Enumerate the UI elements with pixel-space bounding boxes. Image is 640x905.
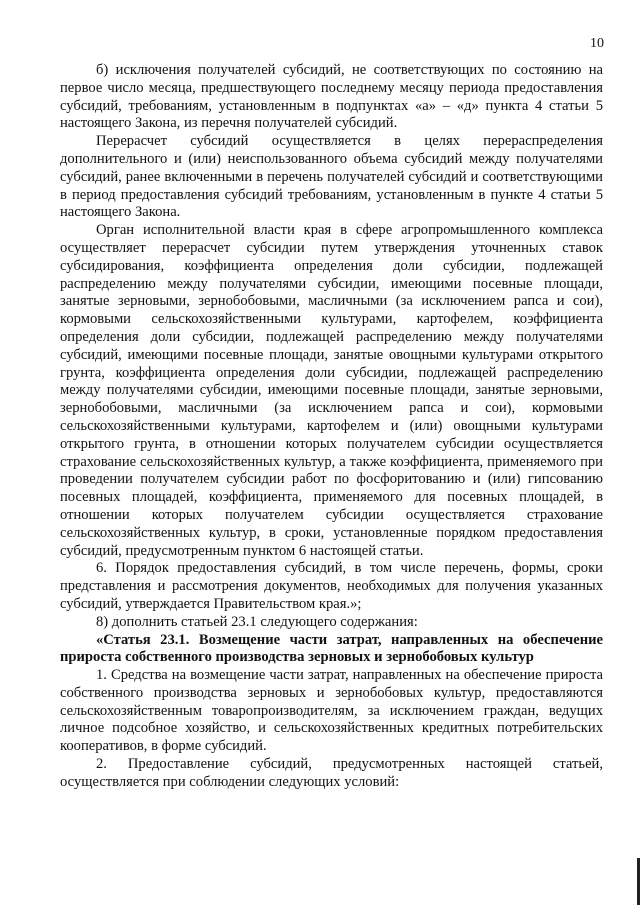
paragraph-article-item-2: 2. Предоставление субсидий, предусмотренных настоящей статьей, осуществляется при соблюдении следующих условий:	[60, 756, 603, 790]
paragraph-procedure-6: 6. Порядок предоставления субсидий, в том числе перечень, формы, сроки представления и рассмотрения документов, необходимых для получения указанных субсидий, утверждается Правительством края.»;	[60, 560, 603, 612]
article-heading	[60, 632, 603, 668]
paragraph-amendment-8: 8) дополнить статьей 23.1 следующего содержания:	[96, 613, 418, 630]
document-body	[60, 62, 603, 792]
paragraph-recalculation: Перерасчет субсидий осуществляется в целях перераспределения дополнительного и (или) неиспользованного объема субсидий между получателями субсидий, ранее включенными в перечень получателей субсидий и соответствующими в период предоставления субсидий требованиям, установленным в пункте 4 статьи 5 настоящего Закона.	[60, 133, 603, 221]
page-number: 10	[590, 36, 604, 51]
article-label: «Статья 23.1.	[96, 631, 190, 648]
article-title: Возмещение части затрат, направленных на обеспечение прироста собственного производства зерновых и зернобобовых культур	[60, 631, 603, 666]
paragraph-exclusion-b: б) исключения получателей субсидий, не соответствующих по состоянию на первое число месяца, предшествующего последнему месяцу периода предоставления субсидий, требованиям, установленным в подпунктах «а» – «д» пункта 4 статьи 5 настоящего Закона, из перечня получателей субсидий.	[60, 62, 603, 132]
paragraph-article-item-1: 1. Средства на возмещение части затрат, направленных на обеспечение прироста собственного производства зерновых и зернобобовых культур, предоставляются сельскохозяйственным товаропроизводителям, за исключением граждан, ведущих личное подсобное хозяйство, и сельскохозяйственных кредитных потребительских кооперативов, в форме субсидий.	[60, 667, 603, 755]
paragraph-executive-authority: Орган исполнительной власти края в сфере агропромышленного комплекса осуществляет перерасчет субсидии путем утверждения уточненных ставок субсидирования, коэффициента определения доли субсидии, подлежащей распределению между получателями субсидии, имеющими посевные площади, занятые зерновыми, зернобобовыми, масличными (за исключением рапса и сои), кормовыми сельскохозяйственными культурами, картофелем, коэффициента определения доли субсидии, подлежащей распределению между получателями субсидий, имеющими посевные площади, занятые овощными культурами открытого грунта, коэффициента определения доли субсидии, подлежащей распределению между получателями субсидии, имеющими посевные площади, занятые зерновыми, зернобобовыми, масличными (за исключением рапса и сои), кормовыми сельскохозяйственными культурами, картофелем и (или) овощными культурами открытого грунта, в отношении которых получателем субсидии осуществляется страхование сельскохозяйственных культур, а также коэффициента, применяемого при проведении получателем субсидии работ по фосфоритованию и (или) гипсованию посевных площадей, коэффициента, применяемого для посевных площадей, в отношении которых получателем субсидии осуществляется страхование сельскохозяйственных культур, в сроки, установленные порядком предоставления субсидий, предусмотренным пунктом 6 настоящей статьи.	[60, 222, 603, 559]
